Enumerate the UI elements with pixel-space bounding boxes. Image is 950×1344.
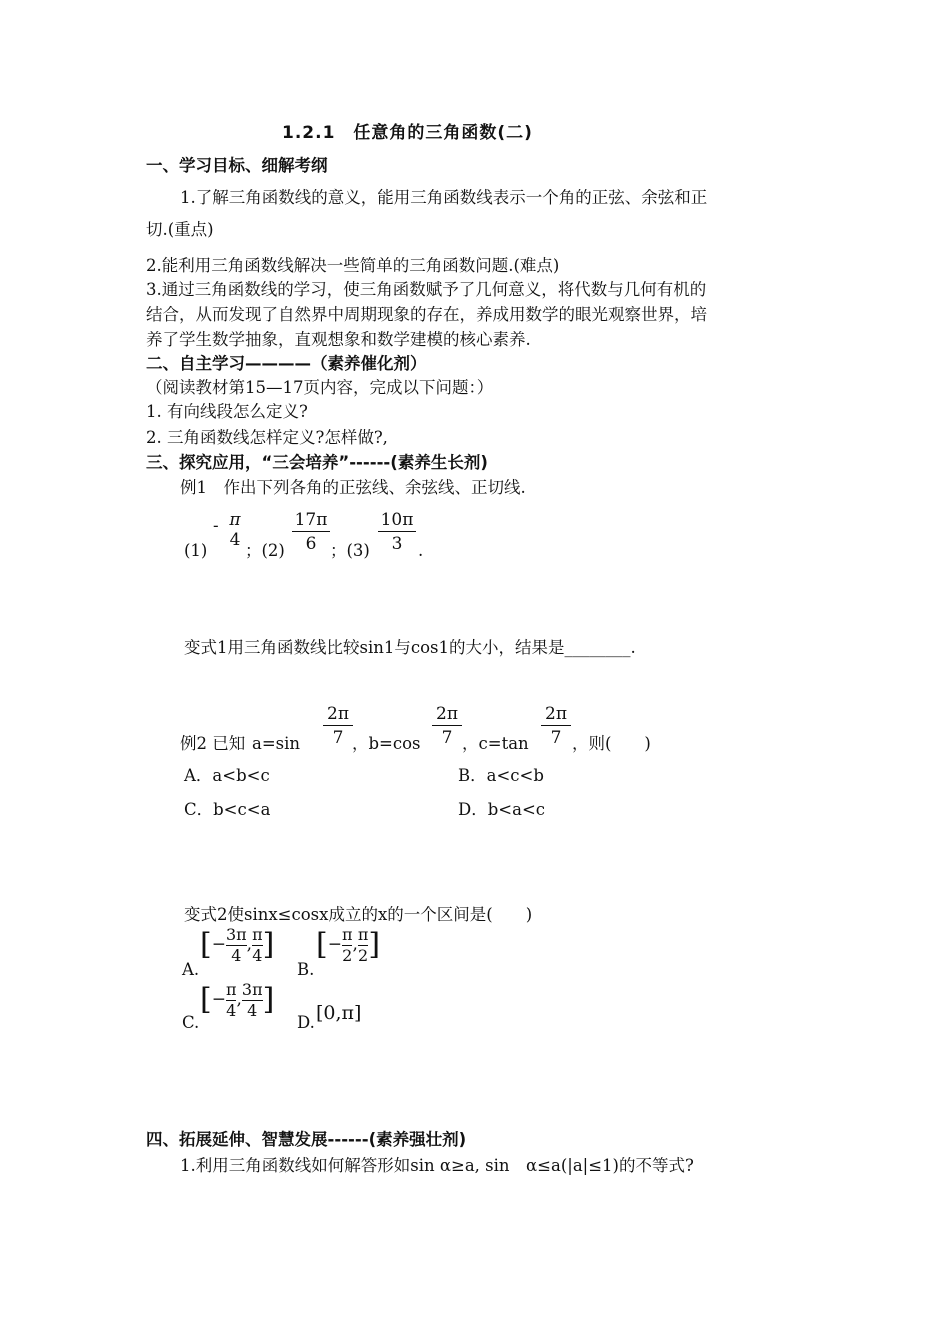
var2-option-a-interval[interactable]: [− $\frac{3\pi}{4}$ , $\frac{\pi}{4}$ ] xyxy=(200,924,275,965)
var2-c-right-den: 4 xyxy=(247,1000,258,1020)
var2-a-right-den: 4 xyxy=(252,945,263,965)
var2-c-left-num: π xyxy=(225,979,237,999)
section-1-heading: 一、学习目标、细解考纲 xyxy=(146,156,328,175)
ex2-fraction-b-num: 2π xyxy=(436,704,458,724)
var2-c-right-num: 3π xyxy=(241,979,263,999)
ex2-option-d[interactable]: D．b<a<c xyxy=(458,800,546,819)
ex2-option-b[interactable]: B．a<c<b xyxy=(458,766,544,785)
objective-3-line-3: 养了学生数学抽象，直观想象和数学建模的核心素养. xyxy=(146,330,531,349)
var2-a-left-den: 4 xyxy=(231,945,242,965)
var2-option-d-label[interactable]: D. xyxy=(297,1013,315,1032)
ex1-fraction-2-den: 6 xyxy=(305,534,317,554)
var2-option-d-interval[interactable]: [0,π] xyxy=(316,1002,362,1024)
question-1: 1. 有向线段怎么定义? xyxy=(146,402,308,421)
ex1-fraction-2-bar xyxy=(292,531,330,532)
ex1-end: . xyxy=(418,541,424,560)
ex2-fraction-b-den: 7 xyxy=(441,728,453,748)
var2-c-left-den: 4 xyxy=(226,1000,237,1020)
ex2-fraction-c xyxy=(541,704,571,748)
objective-3-line-1: 3.通过三角函数线的学习，使三角函数赋予了几何意义，将代数与几何有机的 xyxy=(146,280,707,299)
example-1: 例1 作出下列各角的正弦线、余弦线、正切线. xyxy=(180,478,526,497)
reading-note: （阅读教材第15—17页内容，完成以下问题：） xyxy=(146,378,494,397)
variant-2: 变式2使sinx≤cosx成立的x的一个区间是( ) xyxy=(184,905,533,924)
objective-2: 2.能利用三角函数线解决一些简单的三角函数问题.(难点) xyxy=(146,256,560,275)
var2-option-c-interval[interactable]: [− $\frac{\pi}{4}$ , $\frac{3\pi}{4}$ ] xyxy=(200,979,275,1020)
page-title: 1.2.1 任意角的三角函数(二) xyxy=(282,123,533,143)
var2-option-b-label[interactable]: B. xyxy=(297,960,315,979)
ex1-fraction-2-num: 17π xyxy=(294,510,328,530)
ex2-fraction-a-bar xyxy=(323,725,353,726)
example-2-c: ，c=tan xyxy=(462,734,529,753)
section-3-heading: 三、探究应用，“三会培养”------(素养生长剂) xyxy=(146,453,488,472)
ex1-fraction-3-bar xyxy=(378,531,416,532)
ex2-fraction-b-bar xyxy=(432,725,462,726)
var2-a-left-num: 3π xyxy=(225,924,247,944)
ex1-fraction-2 xyxy=(292,510,330,554)
section-4-heading: 四、拓展延伸、智慧发展------(素养强壮剂) xyxy=(146,1130,467,1149)
example-2-b: ，b=cos xyxy=(352,734,421,753)
ex2-option-c[interactable]: C．b<c<a xyxy=(184,800,271,819)
ex2-fraction-b xyxy=(432,704,462,748)
ex1-sep-1: ；(2) xyxy=(245,541,285,560)
var2-option-b-interval[interactable]: [− $\frac{\pi}{2}$ , $\frac{\pi}{2}$ ] xyxy=(316,924,381,965)
var2-b-right-num: π xyxy=(357,924,369,944)
ex1-fraction-1-num: π xyxy=(229,510,241,530)
var2-option-a-label[interactable]: A. xyxy=(182,960,200,979)
ex2-fraction-a-num: 2π xyxy=(327,704,349,724)
question-2: 2. 三角函数线怎样定义?怎样做?, xyxy=(146,428,388,447)
ex1-sep-2: ；(3) xyxy=(330,541,370,560)
ex2-fraction-c-bar xyxy=(541,725,571,726)
example-2-prefix: 例2 已知 xyxy=(180,734,246,753)
var2-b-right-den: 2 xyxy=(358,945,369,965)
section-2-heading: 二、自主学习————（素养催化剂） xyxy=(146,354,427,373)
var2-a-right-num: π xyxy=(252,924,263,944)
variant-1: 变式1用三角函数线比较sin1与cos1的大小，结果是________. xyxy=(184,638,636,657)
ex1-fraction-3 xyxy=(378,510,416,554)
ex1-fraction-1-den: 4 xyxy=(229,530,241,550)
ex2-option-a[interactable]: A．a<b<c xyxy=(184,766,270,785)
example-2-suffix: ，则( ) xyxy=(572,734,651,753)
objective-3-line-2: 结合，从而发现了自然界中周期现象的存在，养成用数学的眼光观察世界，培 xyxy=(146,305,707,324)
var2-b-left-den: 2 xyxy=(342,945,353,965)
ex1-part1-sign: - xyxy=(213,516,219,535)
example-2-a: a=sin xyxy=(252,734,301,753)
ex2-fraction-a xyxy=(323,704,353,748)
objective-1-line-2: 切.(重点) xyxy=(146,220,214,239)
ex1-fraction-3-num: 10π xyxy=(380,510,414,530)
ex1-fraction-1 xyxy=(225,510,245,550)
extension-question-1: 1.利用三角函数线如何解答形如sin α≥a, sin α≤a(|a|≤1)的不等式? xyxy=(180,1156,694,1175)
ex2-fraction-c-num: 2π xyxy=(545,704,567,724)
ex2-fraction-a-den: 7 xyxy=(332,728,344,748)
var2-b-left-num: π xyxy=(341,924,353,944)
var2-option-c-label[interactable]: C. xyxy=(182,1013,200,1032)
objective-1-line-1: 1.了解三角函数线的意义，能用三角函数线表示一个角的正弦、余弦和正 xyxy=(180,188,708,207)
ex1-part1-label: (1) xyxy=(184,541,208,560)
ex1-fraction-3-den: 3 xyxy=(391,534,403,554)
ex2-fraction-c-den: 7 xyxy=(550,728,562,748)
